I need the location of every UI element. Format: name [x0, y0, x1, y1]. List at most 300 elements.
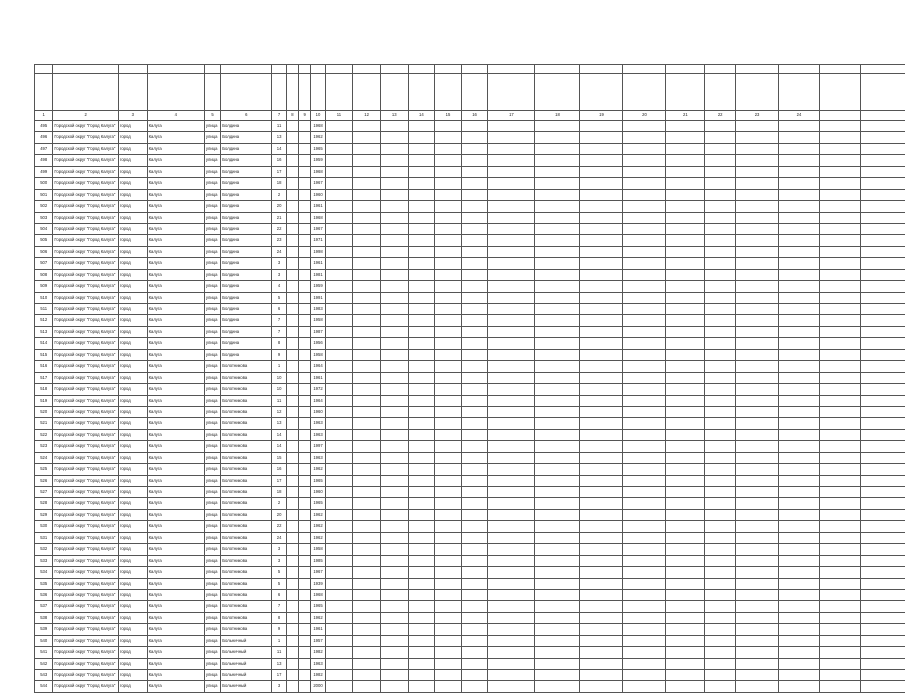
city-cell: Калуга	[147, 349, 204, 360]
empty-cell	[860, 521, 905, 532]
empty-cell	[488, 315, 535, 326]
empty-cell	[705, 235, 736, 246]
empty-cell	[286, 258, 298, 269]
empty-cell	[819, 269, 860, 280]
year-cell: 1963	[311, 658, 325, 669]
empty-cell	[779, 567, 820, 578]
street-cell: Болдина	[221, 178, 272, 189]
row-number: 518	[35, 384, 53, 395]
row-number: 513	[35, 326, 53, 337]
empty-cell	[535, 681, 580, 692]
year-cell: 1965	[311, 143, 325, 154]
empty-cell	[461, 589, 488, 600]
empty-cell	[353, 349, 381, 360]
empty-cell	[860, 235, 905, 246]
empty-cell	[286, 121, 298, 132]
empty-cell	[353, 601, 381, 612]
empty-cell	[461, 395, 488, 406]
empty-cell	[380, 487, 408, 498]
empty-cell	[819, 372, 860, 383]
house-cell: 17	[272, 670, 286, 681]
col-number: 13	[380, 111, 408, 121]
empty-cell	[461, 166, 488, 177]
settlement-type-cell: город	[118, 121, 147, 132]
empty-cell	[435, 464, 462, 475]
empty-cell	[580, 292, 623, 303]
empty-cell	[580, 395, 623, 406]
empty-cell	[299, 521, 311, 532]
year-cell: 2000	[311, 681, 325, 692]
empty-cell	[488, 143, 535, 154]
empty-cell	[435, 452, 462, 463]
capital-repair-table	[34, 64, 905, 693]
empty-cell	[353, 315, 381, 326]
district-cell: Городской округ "Город Калуга"	[53, 246, 119, 257]
empty-cell	[666, 315, 705, 326]
col-number: 20	[623, 111, 666, 121]
empty-cell	[408, 521, 435, 532]
col-number: 22	[705, 111, 736, 121]
empty-cell	[286, 418, 298, 429]
empty-cell	[488, 212, 535, 223]
street-type-cell: улица	[204, 166, 220, 177]
empty-cell	[299, 635, 311, 646]
empty-cell	[488, 281, 535, 292]
city-cell: Калуга	[147, 406, 204, 417]
empty-cell	[705, 612, 736, 623]
settlement-type-cell: город	[118, 361, 147, 372]
empty-cell	[705, 201, 736, 212]
empty-cell	[779, 578, 820, 589]
empty-cell	[580, 349, 623, 360]
col-number: 9	[299, 111, 311, 121]
city-cell: Калуга	[147, 326, 204, 337]
empty-cell	[488, 406, 535, 417]
empty-cell	[819, 178, 860, 189]
empty-cell	[860, 544, 905, 555]
empty-cell	[666, 555, 705, 566]
city-cell: Калуга	[147, 384, 204, 395]
empty-cell	[535, 269, 580, 280]
empty-cell	[666, 624, 705, 635]
empty-cell	[860, 635, 905, 646]
street-cell: Болдина	[221, 212, 272, 223]
empty-cell	[325, 441, 353, 452]
empty-cell	[408, 544, 435, 555]
empty-cell	[408, 281, 435, 292]
settlement-type-cell: город	[118, 532, 147, 543]
empty-cell	[705, 578, 736, 589]
city-cell: Калуга	[147, 544, 204, 555]
street-type-cell: улица	[204, 464, 220, 475]
empty-cell	[705, 121, 736, 132]
empty-cell	[666, 681, 705, 692]
empty-cell	[860, 258, 905, 269]
row-number: 529	[35, 509, 53, 520]
empty-cell	[736, 212, 779, 223]
empty-cell	[535, 521, 580, 532]
empty-cell	[325, 315, 353, 326]
district-cell: Городской округ "Город Калуга"	[53, 361, 119, 372]
row-number: 534	[35, 567, 53, 578]
row-number: 522	[35, 429, 53, 440]
empty-cell	[535, 567, 580, 578]
empty-cell	[353, 544, 381, 555]
street-cell: Болотникова	[221, 544, 272, 555]
district-cell: Городской округ "Город Калуга"	[53, 166, 119, 177]
empty-cell	[580, 441, 623, 452]
empty-cell	[408, 189, 435, 200]
empty-cell	[705, 155, 736, 166]
empty-cell	[299, 658, 311, 669]
empty-cell	[461, 349, 488, 360]
empty-cell	[666, 235, 705, 246]
empty-cell	[353, 326, 381, 337]
row-number: 543	[35, 670, 53, 681]
street-type-cell: улица	[204, 178, 220, 189]
empty-cell	[353, 521, 381, 532]
empty-cell	[325, 269, 353, 280]
empty-cell	[380, 372, 408, 383]
settlement-type-cell: город	[118, 212, 147, 223]
empty-cell	[819, 647, 860, 658]
empty-cell	[353, 178, 381, 189]
empty-cell	[286, 612, 298, 623]
settlement-type-cell: город	[118, 304, 147, 315]
empty-cell	[299, 509, 311, 520]
district-cell: Городской округ "Город Калуга"	[53, 395, 119, 406]
empty-cell	[435, 544, 462, 555]
city-cell: Калуга	[147, 212, 204, 223]
year-cell: 1962	[311, 521, 325, 532]
empty-cell	[860, 361, 905, 372]
empty-cell	[380, 589, 408, 600]
empty-cell	[488, 304, 535, 315]
empty-cell	[488, 349, 535, 360]
empty-cell	[623, 498, 666, 509]
empty-cell	[380, 624, 408, 635]
empty-cell	[535, 578, 580, 589]
empty-cell	[666, 292, 705, 303]
district-cell: Городской округ "Город Калуга"	[53, 601, 119, 612]
empty-cell	[666, 635, 705, 646]
city-cell: Калуга	[147, 121, 204, 132]
year-cell: 1983	[311, 304, 325, 315]
house-cell: 5	[272, 567, 286, 578]
empty-cell	[380, 246, 408, 257]
empty-cell	[325, 223, 353, 234]
empty-cell	[580, 258, 623, 269]
empty-cell	[325, 326, 353, 337]
empty-cell	[666, 132, 705, 143]
empty-cell	[736, 201, 779, 212]
empty-cell	[408, 349, 435, 360]
table-row	[35, 372, 905, 383]
city-cell: Калуга	[147, 395, 204, 406]
empty-cell	[666, 326, 705, 337]
year-cell: 1982	[311, 647, 325, 658]
empty-cell	[580, 406, 623, 417]
house-cell: 11	[272, 647, 286, 658]
empty-cell	[580, 612, 623, 623]
empty-cell	[623, 258, 666, 269]
empty-cell	[736, 189, 779, 200]
empty-cell	[299, 201, 311, 212]
empty-cell	[860, 395, 905, 406]
empty-cell	[666, 647, 705, 658]
street-type-cell: улица	[204, 212, 220, 223]
empty-cell	[488, 361, 535, 372]
row-number: 497	[35, 143, 53, 154]
settlement-type-cell: город	[118, 647, 147, 658]
district-cell: Городской округ "Город Калуга"	[53, 292, 119, 303]
empty-cell	[286, 304, 298, 315]
empty-cell	[325, 418, 353, 429]
house-cell: 3	[272, 544, 286, 555]
empty-cell	[380, 612, 408, 623]
empty-cell	[299, 372, 311, 383]
empty-cell	[580, 361, 623, 372]
empty-cell	[353, 212, 381, 223]
settlement-type-cell: город	[118, 509, 147, 520]
empty-cell	[299, 555, 311, 566]
empty-cell	[580, 475, 623, 486]
table-row	[35, 670, 905, 681]
empty-cell	[860, 281, 905, 292]
empty-cell	[435, 246, 462, 257]
empty-cell	[535, 498, 580, 509]
empty-cell	[779, 361, 820, 372]
empty-cell	[580, 212, 623, 223]
district-cell: Городской округ "Город Калуга"	[53, 326, 119, 337]
empty-cell	[535, 178, 580, 189]
street-type-cell: улица	[204, 532, 220, 543]
empty-cell	[461, 601, 488, 612]
empty-cell	[779, 555, 820, 566]
empty-cell	[299, 647, 311, 658]
settlement-type-cell: город	[118, 258, 147, 269]
empty-cell	[736, 361, 779, 372]
empty-cell	[286, 521, 298, 532]
empty-cell	[435, 681, 462, 692]
empty-cell	[461, 155, 488, 166]
empty-cell	[705, 555, 736, 566]
empty-cell	[325, 475, 353, 486]
empty-cell	[325, 429, 353, 440]
empty-cell	[860, 441, 905, 452]
empty-cell	[779, 395, 820, 406]
year-cell: 1963	[311, 429, 325, 440]
table-row	[35, 532, 905, 543]
city-cell: Калуга	[147, 681, 204, 692]
empty-cell	[580, 532, 623, 543]
year-cell: 1957	[311, 635, 325, 646]
street-cell: Болдина	[221, 246, 272, 257]
city-cell: Калуга	[147, 166, 204, 177]
empty-cell	[435, 555, 462, 566]
street-cell: Болотникова	[221, 624, 272, 635]
district-cell: Городской округ "Город Калуга"	[53, 647, 119, 658]
empty-cell	[461, 235, 488, 246]
district-cell: Городской округ "Город Калуга"	[53, 578, 119, 589]
empty-cell	[299, 681, 311, 692]
empty-cell	[666, 578, 705, 589]
empty-cell	[353, 624, 381, 635]
table-row	[35, 475, 905, 486]
street-type-cell: улица	[204, 246, 220, 257]
settlement-type-cell: город	[118, 612, 147, 623]
empty-cell	[435, 223, 462, 234]
empty-cell	[535, 384, 580, 395]
empty-cell	[380, 452, 408, 463]
empty-cell	[488, 178, 535, 189]
empty-cell	[580, 555, 623, 566]
empty-cell	[488, 544, 535, 555]
district-cell: Городской округ "Город Калуга"	[53, 681, 119, 692]
district-cell: Городской округ "Город Калуга"	[53, 178, 119, 189]
table-row	[35, 155, 905, 166]
house-cell: 11	[272, 395, 286, 406]
empty-cell	[299, 258, 311, 269]
empty-cell	[408, 246, 435, 257]
house-cell: 12	[272, 406, 286, 417]
empty-cell	[705, 361, 736, 372]
street-cell: Болотникова	[221, 487, 272, 498]
house-cell: 18	[272, 178, 286, 189]
empty-cell	[779, 338, 820, 349]
empty-cell	[325, 235, 353, 246]
row-number: 505	[35, 235, 53, 246]
empty-cell	[488, 384, 535, 395]
empty-cell	[666, 349, 705, 360]
empty-cell	[819, 429, 860, 440]
empty-cell	[299, 361, 311, 372]
empty-cell	[299, 601, 311, 612]
settlement-type-cell: город	[118, 326, 147, 337]
empty-cell	[408, 418, 435, 429]
empty-cell	[380, 635, 408, 646]
empty-cell	[580, 178, 623, 189]
city-cell: Калуга	[147, 567, 204, 578]
empty-cell	[736, 624, 779, 635]
empty-cell	[380, 132, 408, 143]
table-row	[35, 246, 905, 257]
empty-cell	[623, 555, 666, 566]
empty-cell	[779, 201, 820, 212]
empty-cell	[435, 212, 462, 223]
empty-cell	[435, 292, 462, 303]
empty-cell	[408, 315, 435, 326]
city-cell: Калуга	[147, 521, 204, 532]
street-type-cell: улица	[204, 521, 220, 532]
empty-cell	[705, 418, 736, 429]
house-cell: 9	[272, 624, 286, 635]
empty-cell	[353, 143, 381, 154]
row-number: 508	[35, 269, 53, 280]
empty-cell	[488, 589, 535, 600]
empty-cell	[736, 647, 779, 658]
empty-cell	[408, 384, 435, 395]
empty-cell	[380, 281, 408, 292]
empty-cell	[580, 601, 623, 612]
empty-cell	[705, 589, 736, 600]
district-cell: Городской округ "Город Калуга"	[53, 487, 119, 498]
empty-cell	[819, 292, 860, 303]
street-type-cell: улица	[204, 349, 220, 360]
empty-cell	[623, 304, 666, 315]
empty-cell	[488, 189, 535, 200]
empty-cell	[488, 235, 535, 246]
empty-cell	[535, 544, 580, 555]
settlement-type-cell: город	[118, 269, 147, 280]
empty-cell	[580, 269, 623, 280]
empty-cell	[623, 589, 666, 600]
house-cell: 14	[272, 429, 286, 440]
empty-cell	[580, 304, 623, 315]
empty-cell	[666, 223, 705, 234]
empty-cell	[666, 121, 705, 132]
empty-cell	[435, 578, 462, 589]
empty-cell	[580, 338, 623, 349]
empty-cell	[435, 269, 462, 280]
empty-cell	[623, 121, 666, 132]
table-row	[35, 178, 905, 189]
empty-cell	[623, 315, 666, 326]
empty-cell	[666, 441, 705, 452]
empty-cell	[779, 315, 820, 326]
empty-cell	[286, 475, 298, 486]
empty-cell	[535, 235, 580, 246]
empty-cell	[435, 201, 462, 212]
empty-cell	[286, 223, 298, 234]
district-cell: Городской округ "Город Калуга"	[53, 658, 119, 669]
empty-cell	[860, 658, 905, 669]
row-number: 506	[35, 246, 53, 257]
year-cell: 1982	[311, 670, 325, 681]
city-cell: Калуга	[147, 647, 204, 658]
empty-cell	[623, 658, 666, 669]
empty-cell	[580, 452, 623, 463]
empty-cell	[666, 452, 705, 463]
empty-cell	[535, 258, 580, 269]
street-cell: Болдина	[221, 155, 272, 166]
empty-cell	[461, 372, 488, 383]
empty-cell	[380, 544, 408, 555]
row-number: 539	[35, 624, 53, 635]
empty-cell	[705, 475, 736, 486]
street-type-cell: улица	[204, 406, 220, 417]
empty-cell	[705, 670, 736, 681]
empty-cell	[299, 223, 311, 234]
empty-cell	[860, 532, 905, 543]
empty-cell	[408, 223, 435, 234]
empty-cell	[736, 544, 779, 555]
empty-cell	[408, 235, 435, 246]
empty-cell	[286, 578, 298, 589]
empty-cell	[535, 555, 580, 566]
col-number: 2	[53, 111, 119, 121]
empty-cell	[779, 178, 820, 189]
empty-cell	[736, 372, 779, 383]
empty-cell	[819, 338, 860, 349]
empty-cell	[461, 315, 488, 326]
district-cell: Городской округ "Город Калуга"	[53, 441, 119, 452]
empty-cell	[779, 509, 820, 520]
empty-cell	[353, 452, 381, 463]
row-number: 516	[35, 361, 53, 372]
street-cell: Болдина	[221, 143, 272, 154]
district-cell: Городской округ "Город Калуга"	[53, 235, 119, 246]
